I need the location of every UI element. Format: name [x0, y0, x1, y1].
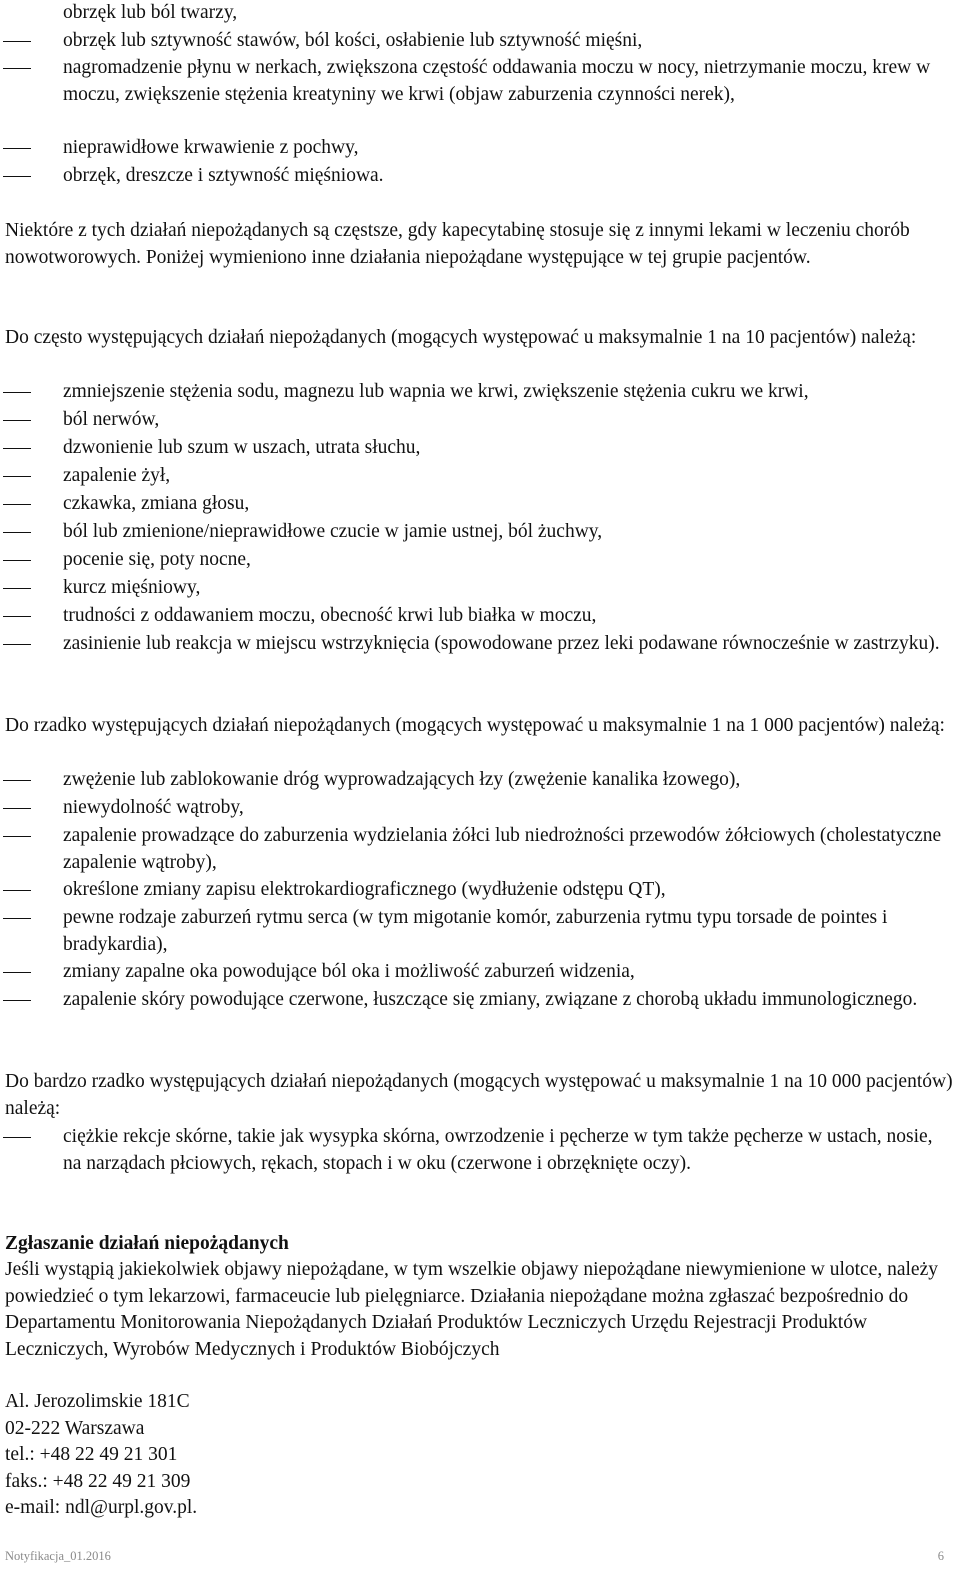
dash-bullet [3, 780, 31, 781]
list-item: niewydolność wątroby, [63, 797, 244, 818]
dash-bullet [3, 41, 31, 42]
dash-bullet [3, 68, 31, 69]
dash-bullet [3, 560, 31, 561]
list-item: pewne rodzaje zaburzeń rytmu serca (w tym migotanie komór, zaburzenia rytmu typu torsade de pointes i bradykardia), [63, 907, 888, 955]
list-item: ból lub zmienione/nieprawidłowe czucie w jamie ustnej, ból żuchwy, [63, 521, 603, 542]
dash-bullet [3, 836, 31, 837]
list-item: zapalenie prowadzące do zaburzenia wydzielania żółci lub niedrożności przewodów żółciowych (cholestatyczne zapalenie wątroby), [63, 825, 942, 873]
list-item: ból nerwów, [63, 409, 160, 430]
dash-bullet [3, 504, 31, 505]
list-item: pocenie się, poty nocne, [63, 549, 251, 570]
list-item: zapalenie skóry powodujące czerwone, łuszczące się zmiany, związane z chorobą układu immunologicznego. [63, 989, 918, 1010]
dash-bullet [3, 588, 31, 589]
dash-bullet [3, 890, 31, 891]
dash-bullet [3, 644, 31, 645]
common-intro: Do często występujących działań niepożądanych (mogących występować u maksymalnie 1 na 10 pacjentów) należą: [5, 327, 917, 348]
dash-bullet [3, 176, 31, 177]
dash-bullet [3, 1137, 31, 1138]
dash-bullet [3, 808, 31, 809]
address-city: 02-222 Warszawa [5, 1418, 145, 1439]
rare-intro: Do rzadko występujących działań niepożądanych (mogących występować u maksymalnie 1 na 1 000 pacjentów) należą: [5, 715, 945, 736]
list-item: zwężenie lub zablokowanie dróg wyprowadzających łzy (zwężenie kanalika łzowego), [63, 769, 741, 790]
dash-bullet [3, 148, 31, 149]
phone-number: tel.: +48 22 49 21 301 [5, 1444, 178, 1465]
reporting-heading: Zgłaszanie działań niepożądanych [5, 1233, 289, 1254]
dash-bullet [3, 532, 31, 533]
list-item: kurcz mięśniowy, [63, 577, 201, 598]
dash-bullet [3, 392, 31, 393]
very-rare-intro: Do bardzo rzadko występujących działań niepożądanych (mogących występować u maksymalnie 1 na 10 000 pacjentów) należą: [5, 1071, 953, 1119]
paragraph-combination: Niektóre z tych działań niepożądanych są częstsze, gdy kapecytabinę stosuje się z innymi lekami w leczeniu chorób nowotworowych. Poniżej wymieniono inne działania niepożądane występujące w tej grupie pacjentów. [5, 220, 910, 268]
list-item: nagromadzenie płynu w nerkach, zwiększona częstość oddawania moczu w nocy, nietrzymanie moczu, krew w moczu, zwiększenie stężenia kreatyniny we krwi (objaw zaburzenia czynności nerek), [63, 57, 931, 105]
reporting-body: Jeśli wystąpią jakiekolwiek objawy niepożądane, w tym wszelkie objawy niepożądane niewymienione w ulotce, należy powiedzieć o tym lekarzowi, farmaceucie lub pielęgniarce. Działania niepożądane można zgłaszać bezpośrednio do Departamentu Monitorowania Niepożądanych Działań Produktów Leczniczych Urzędu Rejestracji Produktów Leczniczych, Wyrobów Medycznych i Produktów Biobójczych [5, 1259, 938, 1360]
dash-bullet [3, 918, 31, 919]
footer-doc-id: Notyfikacja_01.2016 [5, 1549, 111, 1563]
page-number: 6 [937, 1549, 944, 1563]
list-item: ciężkie rekcje skórne, takie jak wysypka skórna, owrzodzenie i pęcherze w tym także pęcherze w ustach, nosie, na narządach płciowych, rękach, stopach i w oku (czerwone i obrzęknięte oczy). [63, 1126, 933, 1174]
dash-bullet [3, 616, 31, 617]
list-item: obrzęk lub sztywność stawów, ból kości, osłabienie lub sztywność mięśni, [63, 30, 643, 51]
list-item: zmiany zapalne oka powodujące ból oka i możliwość zaburzeń widzenia, [63, 961, 635, 982]
dash-bullet [3, 476, 31, 477]
dash-bullet [3, 972, 31, 973]
email-address: e-mail: ndl@urpl.gov.pl. [5, 1497, 198, 1518]
list-item: określone zmiany zapisu elektrokardiograficznego (wydłużenie odstępu QT), [63, 879, 666, 900]
list-item: dzwonienie lub szum w uszach, utrata słuchu, [63, 437, 421, 458]
list-item: nieprawidłowe krwawienie z pochwy, [63, 137, 359, 158]
dash-bullet [3, 420, 31, 421]
list-item: obrzęk lub ból twarzy, [63, 2, 238, 23]
list-item: czkawka, zmiana głosu, [63, 493, 250, 514]
list-item: obrzęk, dreszcze i sztywność mięśniowa. [63, 165, 384, 186]
dash-bullet [3, 448, 31, 449]
dash-bullet [3, 1000, 31, 1001]
address-street: Al. Jerozolimskie 181C [5, 1391, 190, 1412]
list-item: zasinienie lub reakcja w miejscu wstrzyknięcia (spowodowane przez leki podawane równocześnie w zastrzyku). [63, 633, 940, 654]
list-item: zmniejszenie stężenia sodu, magnezu lub wapnia we krwi, zwiększenie stężenia cukru we krwi, [63, 381, 809, 402]
list-item: trudności z oddawaniem moczu, obecność krwi lub białka w moczu, [63, 605, 597, 626]
fax-number: faks.: +48 22 49 21 309 [5, 1471, 191, 1492]
list-item: zapalenie żył, [63, 465, 171, 486]
